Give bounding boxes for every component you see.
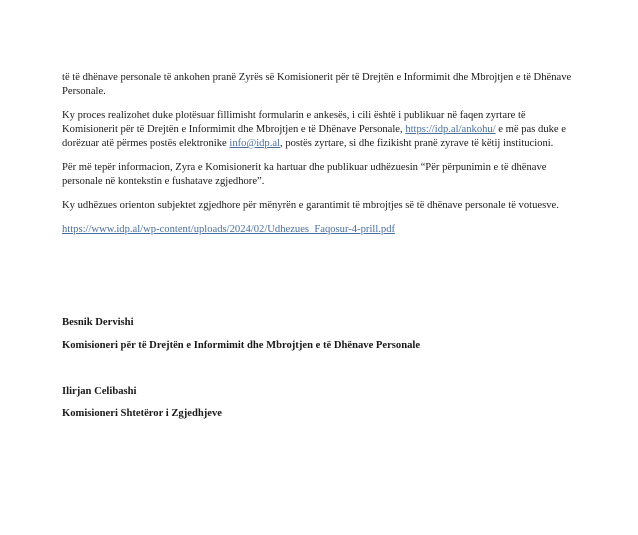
paragraph-orientation-text: Ky udhëzues orienton subjektet zgjedhore për mënyrën e garantimit të mbrojtjes së të dhënave personale të votuesve. (62, 200, 559, 211)
guide-pdf-link[interactable]: https://www.idp.al/wp-content/uploads/2024/02/Udhezues_Faqosur-4-prill.pdf (62, 224, 396, 235)
signatory-title-1: Komisioneri për të Drejtën e Informimit dhe Mbrojtjen e të Dhënave Personale (62, 340, 421, 351)
complaint-form-link[interactable]: https://idp.al/ankohu/ (405, 124, 496, 135)
guide-url-line (62, 223, 580, 237)
paragraph-process-text-2: e më pas duke e dorëzuar atë përmes postës elektronike (62, 124, 566, 149)
email-link[interactable]: info@idp.al (229, 138, 281, 149)
signatory-name-2: Ilirjan Celibashi (62, 386, 137, 397)
paragraph-process-text-1: Ky proces realizohet duke plotësuar fillimisht formularin e ankesës, i cili është i publikuar në faqen zyrtare të Komisionerit për të Drejtën e Informimit dhe Mbrojtjen e të Dhënave Personale, (62, 110, 526, 135)
paragraph-guide (62, 161, 580, 189)
paragraph-orientation (62, 199, 580, 213)
paragraph-guide-text: Për më tepër informacion, Zyra e Komisionerit ka hartuar dhe publikuar udhëzuesin “Për përpunimin e të dhënave personale në kontekstin e fushatave zgjedhore”. (62, 162, 547, 187)
signatory-name-1: Besnik Dervishi (62, 317, 134, 328)
document-body (62, 71, 580, 237)
paragraph-process (62, 109, 580, 151)
paragraph-intro (62, 71, 580, 99)
paragraph-process-text-3: , postës zyrtare, si dhe fizikisht pranë zyrave të këtij institucioni. (280, 138, 554, 149)
paragraph-intro-text: të të dhënave personale të ankohen pranë Zyrës së Komisionerit për të Drejtën e Informimit dhe Mbrojtjen e të Dhënave Personale. (62, 72, 572, 97)
signatory-title-2: Komisioneri Shtetëror i Zgjedhjeve (62, 408, 222, 419)
